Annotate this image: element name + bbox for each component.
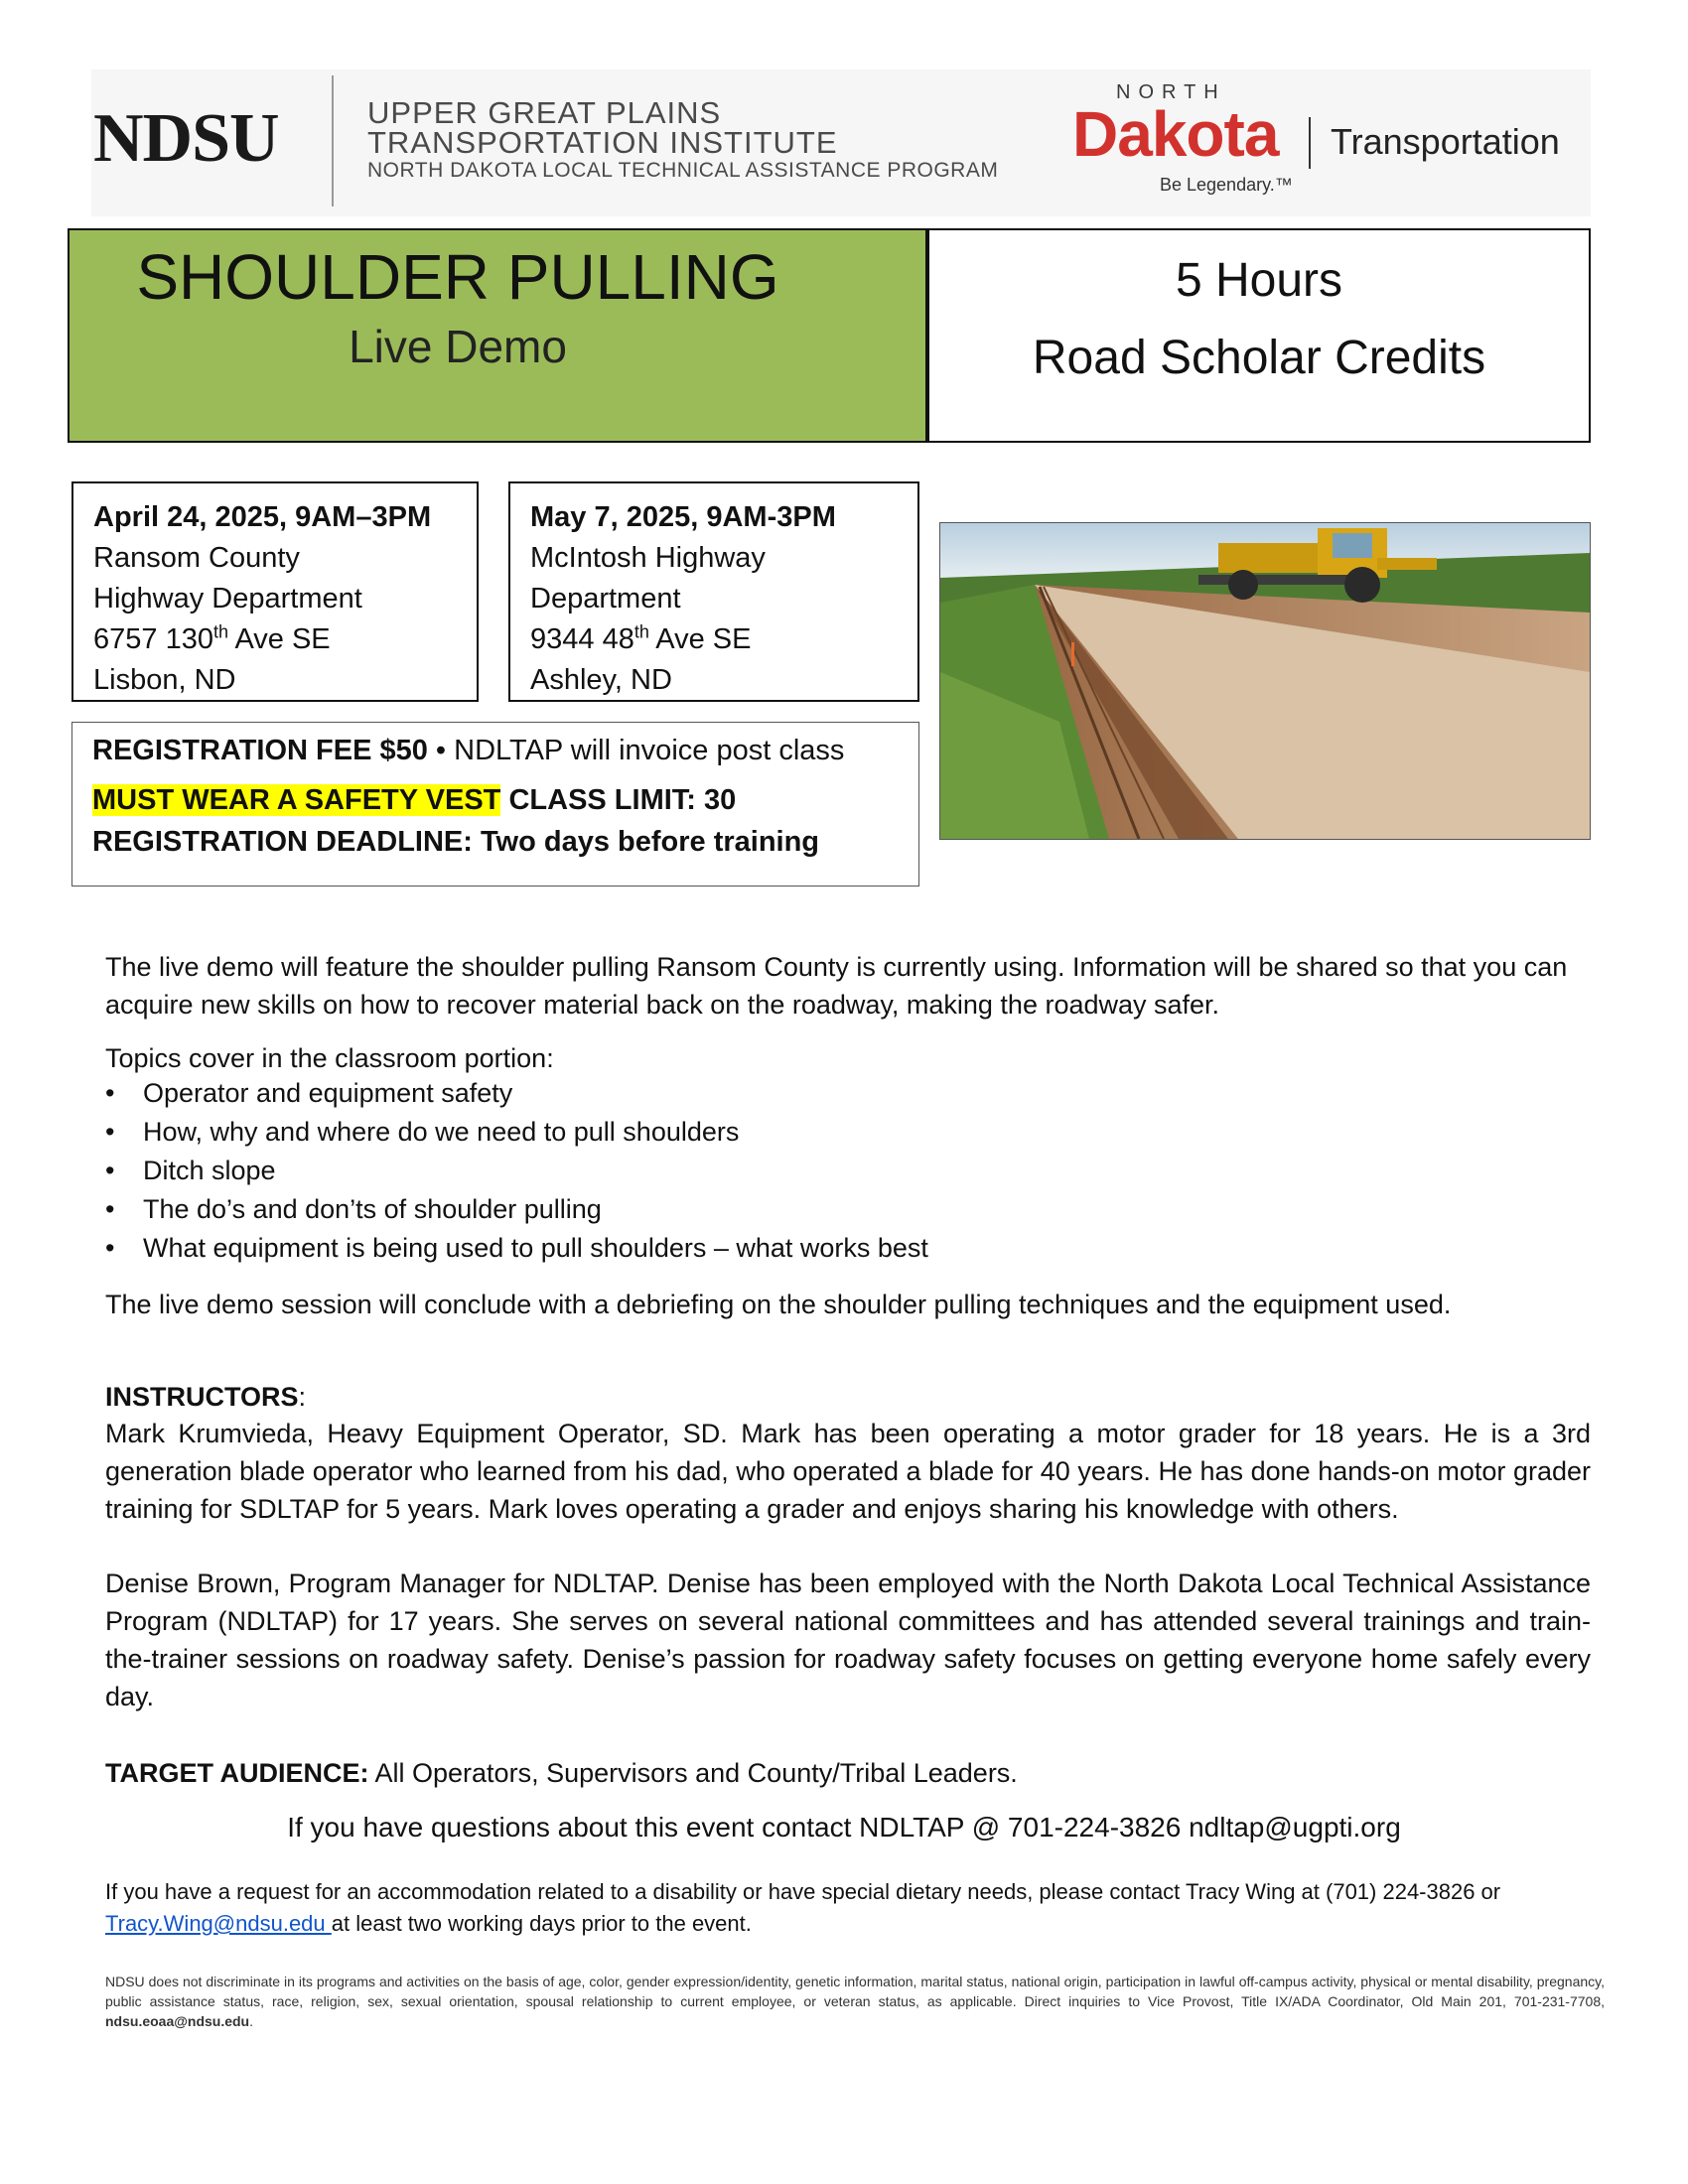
conclusion-paragraph: The live demo session will conclude with a debriefing on the shoulder pulling techniques and the equipment used.	[105, 1290, 1452, 1319]
session-address	[93, 619, 477, 660]
target-audience-text: All Operators, Supervisors and County/Tribal Leaders.	[368, 1758, 1018, 1788]
topic-text: Operator and equipment safety	[143, 1078, 513, 1108]
page-title: SHOULDER PULLING	[136, 241, 779, 313]
registration-box	[71, 722, 919, 887]
nd-logo-divider	[1309, 117, 1311, 169]
nd-logo-tagline: Be Legendary.™	[1160, 175, 1293, 195]
safety-vest-notice: MUST WEAR A SAFETY VEST	[92, 784, 501, 816]
nondiscrimination-text: NDSU does not discriminate in its programs and activities on the basis of age, color, gender expression/identity, genetic information, marital status, national origin, participation in lawful off-campus activity, physical or mental disability, pregnancy, public assistance status, race, religion, sex, sexual orientation, spousal relationship to current employee, or veteran status, as applicable. Direct inquiries to Vice Provost, Title IX/ADA Coordinator, Old Main 201, 701-231-7708,	[105, 1974, 1605, 2009]
instructor-bio-mark: Mark Krumvieda, Heavy Equipment Operator, SD. Mark has been operating a motor grader for 18 years. He is a 3rd generation blade operator who learned from his dad, who operated a blade for 40 years. He has done hands-on motor grader training for SDLTAP for 5 years. Mark loves operating a grader and enjoys sharing his knowledge with others.	[105, 1419, 1591, 1524]
accommodation-text-end: at least two working days prior to the event.	[331, 1911, 752, 1936]
target-audience	[105, 1754, 1591, 1792]
nondiscrimination-end: .	[249, 2013, 254, 2029]
address-number: 9344 48	[530, 623, 634, 655]
address-ordinal: th	[212, 621, 228, 642]
nd-logo-north: NORTH	[1116, 81, 1226, 103]
topic-item	[105, 1233, 928, 1264]
session-box-mcintosh	[508, 481, 919, 702]
contact-line: If you have questions about this event contact NDLTAP @ 701-224-3826 ndltap@ugpti.org	[287, 1812, 1401, 1843]
bullet-icon: •	[105, 1194, 115, 1224]
nondiscrimination-statement	[105, 1972, 1605, 2031]
topic-item	[105, 1156, 276, 1186]
accommodation-notice	[105, 1876, 1591, 1940]
ndsu-logo: NDSU	[93, 100, 279, 177]
credits-hours: 5 Hours	[1175, 254, 1343, 307]
session-address	[530, 619, 917, 660]
logo-divider	[332, 75, 334, 206]
instructors-heading-row	[105, 1378, 1591, 1416]
session-location-line1: McIntosh Highway	[530, 542, 766, 574]
accommodation-text: If you have a request for an accommodation related to a disability or have special dietary needs, please contact Tracy Wing at (701) 224-3826 or	[105, 1879, 1501, 1904]
registration-fee-row	[92, 735, 844, 767]
intro-paragraph: The live demo will feature the shoulder pulling Ransom County is currently using. Information will be shared so that you can acquire new skills on how to recover material back on the roadway, making the roadway safer.	[105, 952, 1568, 1020]
ugpti-logo-line3: NORTH DAKOTA LOCAL TECHNICAL ASSISTANCE PROGRAM	[367, 159, 999, 182]
topic-item	[105, 1117, 739, 1148]
motor-grader-photo	[939, 522, 1591, 840]
address-ordinal: th	[633, 621, 649, 642]
safety-row	[92, 784, 736, 817]
instructors-heading-colon: :	[298, 1382, 307, 1412]
topic-text: Ditch slope	[143, 1156, 276, 1185]
class-limit: CLASS LIMIT: 30	[500, 784, 737, 816]
nd-logo-dakota: Dakota	[1072, 98, 1279, 170]
session-box-ransom	[71, 481, 479, 702]
session-location-line1: Ransom County	[93, 542, 300, 574]
ugpti-logo-line2: TRANSPORTATION INSTITUTE	[367, 125, 838, 160]
topic-text: The do’s and don’ts of shoulder pulling	[143, 1194, 602, 1224]
bullet-icon: •	[105, 1078, 115, 1108]
tracy-email-link[interactable]: Tracy.Wing@ndsu.edu	[105, 1911, 332, 1936]
address-street: Ave SE	[648, 623, 752, 655]
session-city: Lisbon, ND	[93, 664, 236, 696]
session-city: Ashley, ND	[530, 664, 672, 696]
ugpti-logo-line1: UPPER GREAT PLAINS	[367, 95, 722, 130]
registration-fee-note: • NDLTAP will invoice post class	[427, 735, 845, 766]
topic-text: How, why and where do we need to pull shoulders	[143, 1117, 740, 1147]
registration-fee: REGISTRATION FEE $50	[92, 735, 428, 766]
session-date: April 24, 2025, 9AM–3PM	[93, 501, 432, 533]
bullet-icon: •	[105, 1156, 115, 1185]
bullet-icon: •	[105, 1233, 115, 1263]
target-audience-label: TARGET AUDIENCE:	[105, 1758, 369, 1788]
instructors-heading: INSTRUCTORS	[105, 1382, 299, 1412]
page-subtitle: Live Demo	[349, 321, 567, 372]
registration-deadline: REGISTRATION DEADLINE: Two days before training	[92, 826, 820, 858]
credits-label: Road Scholar Credits	[1032, 332, 1486, 384]
topic-item	[105, 1078, 512, 1109]
topic-item	[105, 1194, 602, 1225]
session-location-line2: Department	[530, 583, 681, 614]
address-number: 6757 130	[93, 623, 213, 655]
eoaa-email: ndsu.eoaa@ndsu.edu	[105, 2013, 250, 2029]
instructor-bio-denise: Denise Brown, Program Manager for NDLTAP. Denise has been employed with the North Dakota Local Technical Assistance Program (NDLTAP) for 17 years. She serves on several national committees and has attended several trainings and train-the-trainer sessions on roadway safety. Denise’s passion for roadway safety focuses on getting everyone home safely every day.	[105, 1569, 1591, 1711]
address-street: Ave SE	[227, 623, 331, 655]
session-date: May 7, 2025, 9AM-3PM	[530, 501, 836, 533]
bullet-icon: •	[105, 1117, 115, 1147]
session-location-line2: Highway Department	[93, 583, 362, 614]
topics-heading: Topics cover in the classroom portion:	[105, 1043, 554, 1073]
nd-logo-transportation: Transportation	[1331, 121, 1560, 162]
topic-text: What equipment is being used to pull shoulders – what works best	[143, 1233, 928, 1263]
